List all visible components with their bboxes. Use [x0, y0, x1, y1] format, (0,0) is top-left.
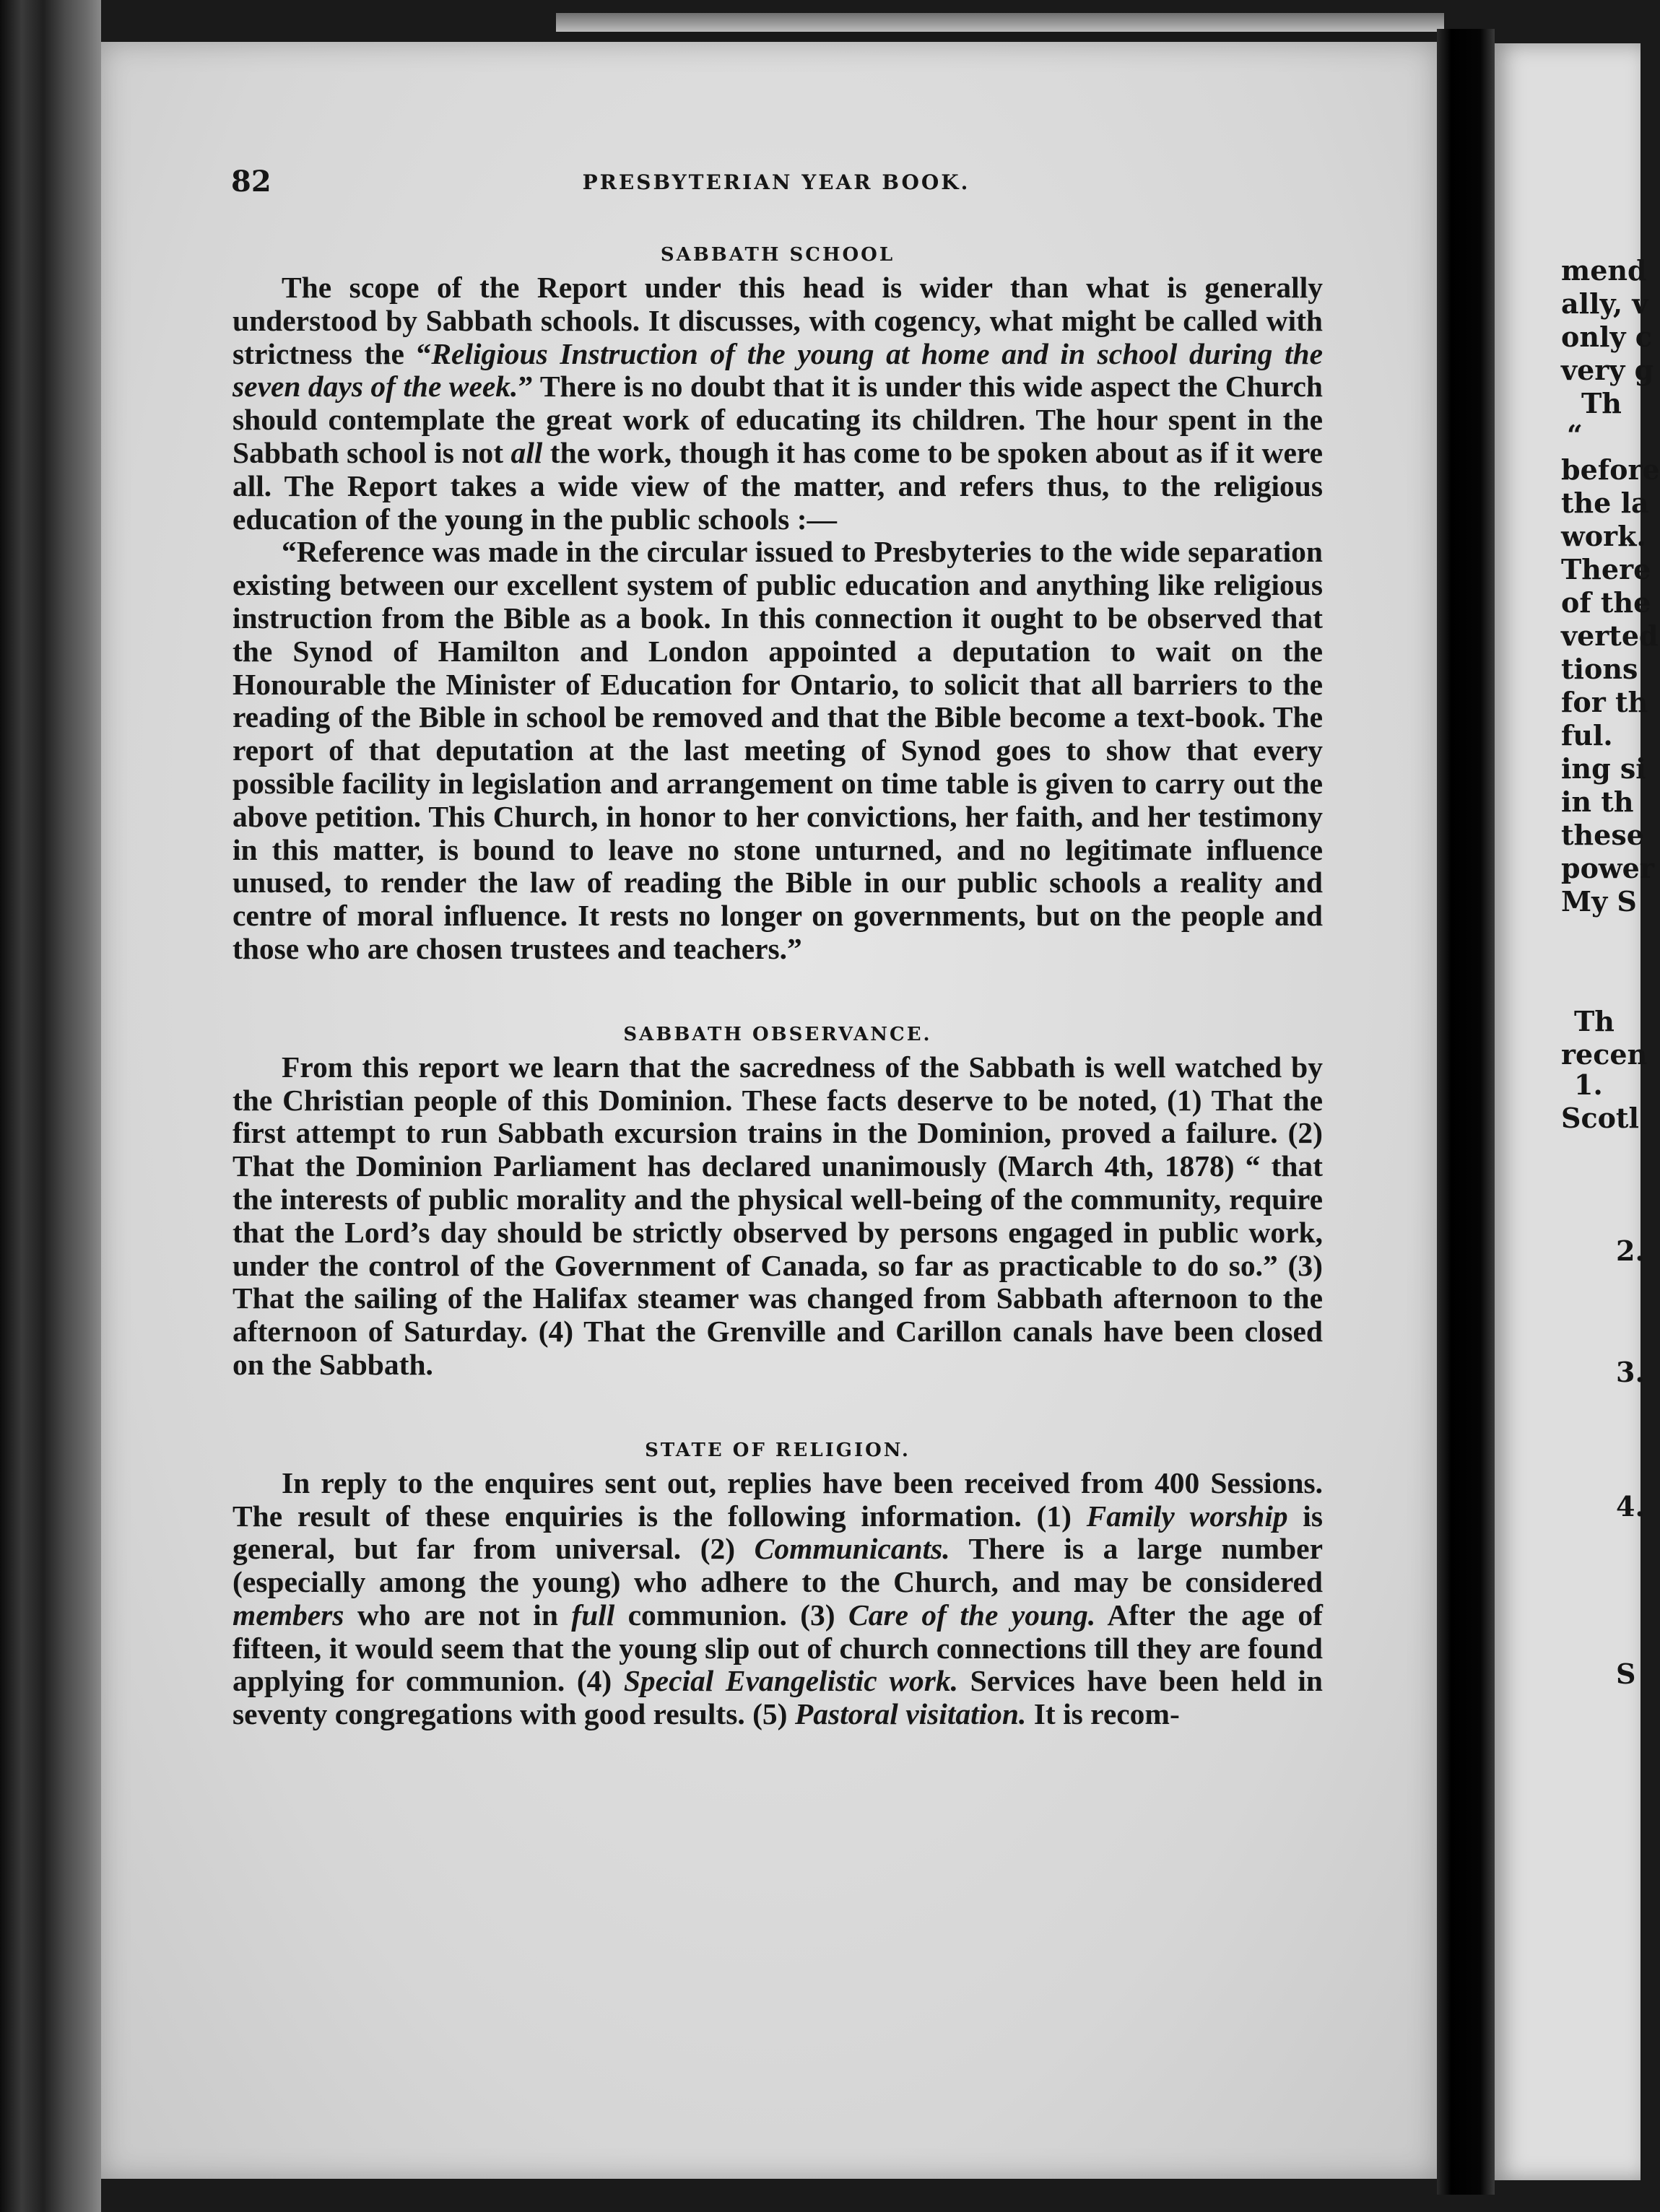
facing-page-text: for th — [1561, 686, 1648, 718]
facing-page-text: 1. — [1574, 1068, 1603, 1101]
facing-page-text: mend — [1561, 254, 1647, 287]
text-run: who are not in — [344, 1598, 572, 1632]
facing-page-text: ing si — [1561, 752, 1646, 785]
facing-page-text: ful. — [1561, 719, 1613, 752]
section-sabbath-school — [233, 238, 1323, 966]
text-run: is general, but far from universal. (2) — [233, 1499, 1323, 1566]
paragraph — [233, 1051, 1323, 1382]
page-header — [231, 165, 1321, 201]
running-title: PRESBYTERIAN YEAR BOOK. — [582, 170, 970, 194]
facing-page-text: of the — [1561, 586, 1651, 619]
facing-page-text: Th — [1574, 1005, 1615, 1037]
facing-page-text: “ — [1567, 419, 1583, 451]
italic-text: Care of the young. — [848, 1598, 1096, 1632]
section-sabbath-observance — [233, 1018, 1323, 1382]
paragraph — [233, 1467, 1323, 1731]
facing-page-text: only c — [1561, 321, 1652, 353]
italic-text: Pastoral visitation. — [794, 1697, 1027, 1731]
facing-page-text: these — [1561, 819, 1644, 851]
facing-page-text: There — [1561, 553, 1651, 585]
text-run: There is a large number (especially among the young) who adhere to the Church, and may be considered — [233, 1532, 1323, 1599]
scan-top-edge — [556, 13, 1444, 32]
facing-page-text: verted — [1561, 619, 1659, 652]
text-run: communion. (3) — [614, 1598, 849, 1632]
text-run: From this report we learn that the sacredness of the Sabbath is well watched by the Christian people of this Dominion. These facts deserve to be noted, (1) That the first attempt to run Sabbath excursion trains in the Dominion, proved a failure. (2) That the Dominion Parliament has declared unanimously (March 4th, 1878) “ that the interests of public morality and the physical well-being of the community, require that the Lord’s day should be strictly observed by persons engaged in public work, under the control of the Government of Canada, so far as practicable to do so.” (3) That the sailing of the Halifax steamer was changed from Sabbath afternoon to the afternoon of Saturday. (4) That the Grenville and Carillon canals have been closed on the Sabbath. — [233, 1050, 1323, 1381]
section-gap — [233, 1382, 1323, 1434]
page-number: 82 — [231, 165, 271, 199]
facing-page-text: Th — [1581, 387, 1622, 419]
facing-page-text: before — [1561, 453, 1660, 486]
text-run: the work, though it has come to be spoken about as if it were all. The Report takes a wide view of the matter, and refers thus, to the religious education of the young in the public schools :— — [233, 435, 1323, 536]
text-run: Services have been held in seventy congregations with good results. (5) — [233, 1664, 1323, 1731]
facing-page-text: work. — [1561, 520, 1646, 552]
text-run: “Reference was made in the circular issued to Presbyteries to the wide separation existing between our excellent system of public education and anything like religious instruction from the Bible as a book. In this connection it ought to be observed that the Synod of Hamilton and London appointed a deputation to wait on the Honourable the Minister of Education for Ontario, to solicit that all barriers to the reading of the Bible in school be removed and that the Bible become a text-book. The report of that deputation at the last meeting of Synod goes to show that every possible facility in legislation and arrangement on time table is given to carry out the above petition. This Church, in honor to her convictions, her faith, and her testimony in this matter, is bound to leave no stone unturned, and no legitimate influence unused, to render the law of reading the Bible in our public schools a reality and centre of moral influence. It rests no longer on governments, but on the people and those who are chosen trustees and teachers.” — [233, 535, 1323, 965]
facing-page-text: 3. — [1616, 1356, 1645, 1388]
italic-text: Special Evangelistic work. — [623, 1664, 959, 1698]
section-title: STATE OF RELIGION. — [645, 1439, 911, 1461]
facing-page-text: tions — [1561, 653, 1638, 685]
facing-page-text: very g — [1561, 354, 1654, 386]
facing-page-text: ally, v — [1561, 287, 1648, 320]
text-run: After the age of fifteen, it would seem that the young slip out of church connections till they are found applying for communion. (4) — [233, 1598, 1323, 1698]
book-gutter — [1437, 29, 1495, 2195]
section-title: SABBATH SCHOOL — [660, 244, 895, 266]
facing-page-text: recen — [1561, 1038, 1648, 1071]
italic-text: all — [510, 435, 543, 469]
italic-text: members — [233, 1598, 344, 1632]
facing-page-text: S — [1616, 1658, 1636, 1690]
italic-text: Communicants. — [754, 1532, 950, 1566]
paragraph — [233, 536, 1323, 965]
section-state-of-religion — [233, 1434, 1323, 1731]
paragraph — [233, 271, 1323, 536]
page-content — [233, 238, 1323, 1731]
section-gap — [233, 966, 1323, 1018]
facing-page-text: in th — [1561, 785, 1634, 818]
facing-page-text: 2. — [1616, 1235, 1645, 1267]
text-run: In reply to the enquires sent out, replies have been received from 400 Sessions. The result of these enquiries is the following information. (1) — [233, 1466, 1323, 1533]
italic-text: Family worship — [1086, 1499, 1288, 1533]
text-run: The scope of the Report under this head is wider than what is generally understood by Sabbath schools. It discusses, with cogency, what might be called with strictness the “ — [233, 271, 1323, 370]
facing-page-text: Scotl — [1561, 1102, 1639, 1134]
facing-page-text: My S — [1561, 885, 1637, 918]
scan-left-edge — [0, 0, 101, 2212]
italic-text: Religious Instruction of the young at home and in school during the seven days of the week. — [233, 336, 1324, 404]
facing-page-text: power — [1561, 852, 1654, 884]
italic-text: full — [571, 1598, 615, 1632]
facing-page-text: 4. — [1616, 1490, 1645, 1523]
text-run: It is recom- — [1026, 1697, 1180, 1731]
text-run: ” There is no doubt that it is under this wide aspect the Church should contemplate the great work of educating its children. The hour spent in the Sabbath school is not — [233, 370, 1323, 469]
facing-page — [1495, 43, 1660, 2180]
facing-page-text: the la — [1561, 487, 1649, 519]
section-title: SABBATH OBSERVANCE. — [623, 1023, 932, 1045]
